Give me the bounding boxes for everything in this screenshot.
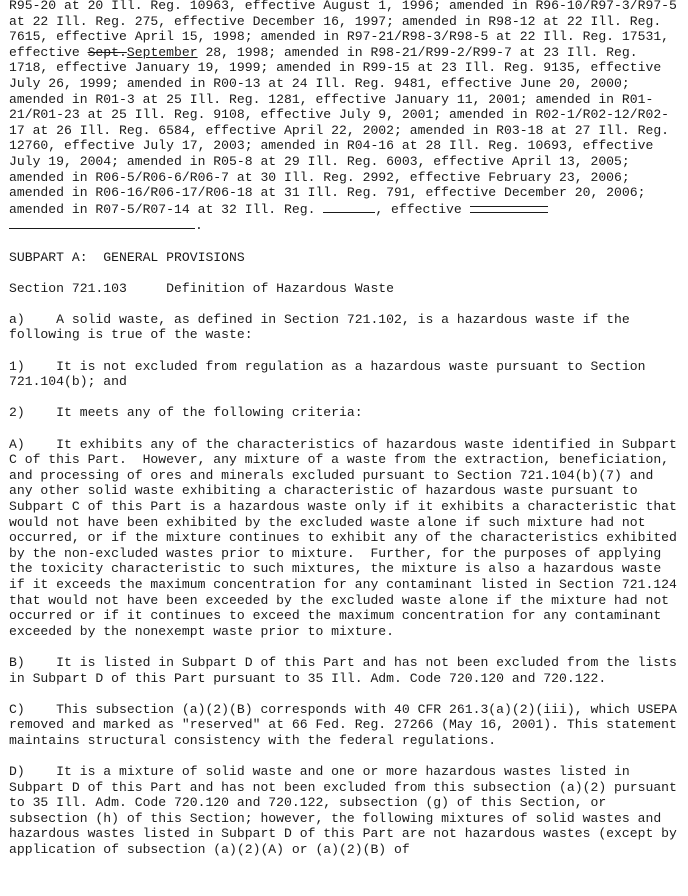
inserted-text: September	[126, 44, 198, 60]
effective-date-blank	[9, 217, 195, 229]
paragraph-2: 2) It meets any of the following criteria:	[9, 405, 363, 421]
history-text-part2: 28, 1998; amended in R98-21/R99-2/R99-7 at 23 Ill. Reg. 1718, effective January 19, 1999; amended in R99-15 at 23 Ill. Reg. 9135, effective July 26, 1999; amended in R00-13 at 24 Ill. Reg. 9481, effective June 20, 2000; amended in R01-3 at 25 Ill. Reg. 1281, effective January 11, 2001; amended in R01-21/R01-23 at 25 Ill. Reg. 9108, effective July 9, 2001; amended in R02-1/R02-12/R02-17 at 26 Ill. Reg. 6584, effective April 22, 2002; amended in R03-18 at 27 Ill. Reg. 12760, effective July 17, 2003; amended in R04-16 at 28 Ill. Reg. 10693, effective July 19, 2004; amended in R05-8 at 29 Ill. Reg. 6003, effective April 13, 2005; amended in R06-5/R06-6/R06-7 at 30 Ill. Reg. 2992, effective February 23, 2006; amended in R06-16/R06-17/R06-18 at 31 Ill. Reg. 791, effective December 20, 2006; amended in R07-5/R07-14 at 32 Ill. Reg.	[9, 44, 677, 217]
struck-text: Sept.	[87, 44, 127, 60]
paragraph-B: B) It is listed in Subpart D of this Part and has not been excluded from the lists in Subpart D of this Part pursuant to 35 Ill. Adm. Code 720.120 and 720.122.	[9, 654, 685, 686]
subpart-heading: SUBPART A: GENERAL PROVISIONS	[9, 249, 245, 265]
date-blank-double-line	[470, 202, 548, 213]
source-history-note	[9, 0, 685, 234]
paragraph-C: C) This subsection (a)(2)(B) corresponds with 40 CFR 261.3(a)(2)(iii), which USEPA removed and marked as "reserved" at 66 Fed. Reg. 27266 (May 16, 2001). This statement maintains structural consistency with the federal regulations.	[9, 701, 685, 748]
history-end: .	[195, 218, 203, 234]
history-text-part1: R95-20 at 20 Ill. Reg. 10963, effective August 1, 1996; amended in R96-10/R97-3/R97-5 at 22 Ill. Reg. 275, effective December 16, 1997; amended in R98-12 at 22 Ill. Reg. 7615, effective April 15, 1998; amended in R97-21/R98-3/R98-5 at 22 Ill. Reg. 17531, effective	[9, 0, 685, 60]
regulation-document	[9, 0, 685, 858]
section-heading: Section 721.103 Definition of Hazardous Waste	[9, 280, 395, 296]
paragraph-1: 1) It is not excluded from regulation as a hazardous waste pursuant to Section 721.104(b); and	[9, 358, 654, 390]
paragraph-A: A) It exhibits any of the characteristics of hazardous waste identified in Subpart C of this Part. However, any mixture of a waste from the extraction, beneficiation, and processing of ores and minerals excluded pursuant to Section 721.104(b)(7) and any other solid waste exhibiting a characteristic of hazardous waste pursuant to Subpart C of this Part is a hazardous waste only if it exhibits a characteristic that would not have been exhibited by the excluded waste alone if such mixture had not occurred, or if the mixture continues to exhibit any of the characteristics exhibited by the non-excluded wastes prior to mixture. Further, for the purposes of applying the toxicity characteristic to such mixtures, the mixture is also a hazardous waste if it exceeds the maximum concentration for any contaminant listed in Section 721.124 that would not have been exceeded by the excluded waste alone if the mixture had not occurred or if it continues to exceed the maximum concentration for any contaminant exceeded by the nonexempt waste prior to mixture.	[9, 436, 685, 639]
history-blank-separator: , effective	[375, 201, 470, 217]
paragraph-D: D) It is a mixture of solid waste and one or more hazardous wastes listed in Subpart D of this Part and has not been excluded from this subsection (a)(2) pursuant to 35 Ill. Adm. Code 720.120 and 720.122, subsection (g) of this Section, or subsection (h) of this Section; however, the following mixtures of solid wastes and hazardous wastes listed in Subpart D of this Part are not hazardous wastes (except by application of subsection (a)(2)(A) or (a)(2)(B) of	[9, 764, 685, 858]
paragraph-a: a) A solid waste, as defined in Section 721.102, is a hazardous waste if the following is true of the waste:	[9, 311, 638, 343]
register-page-blank	[323, 201, 375, 213]
